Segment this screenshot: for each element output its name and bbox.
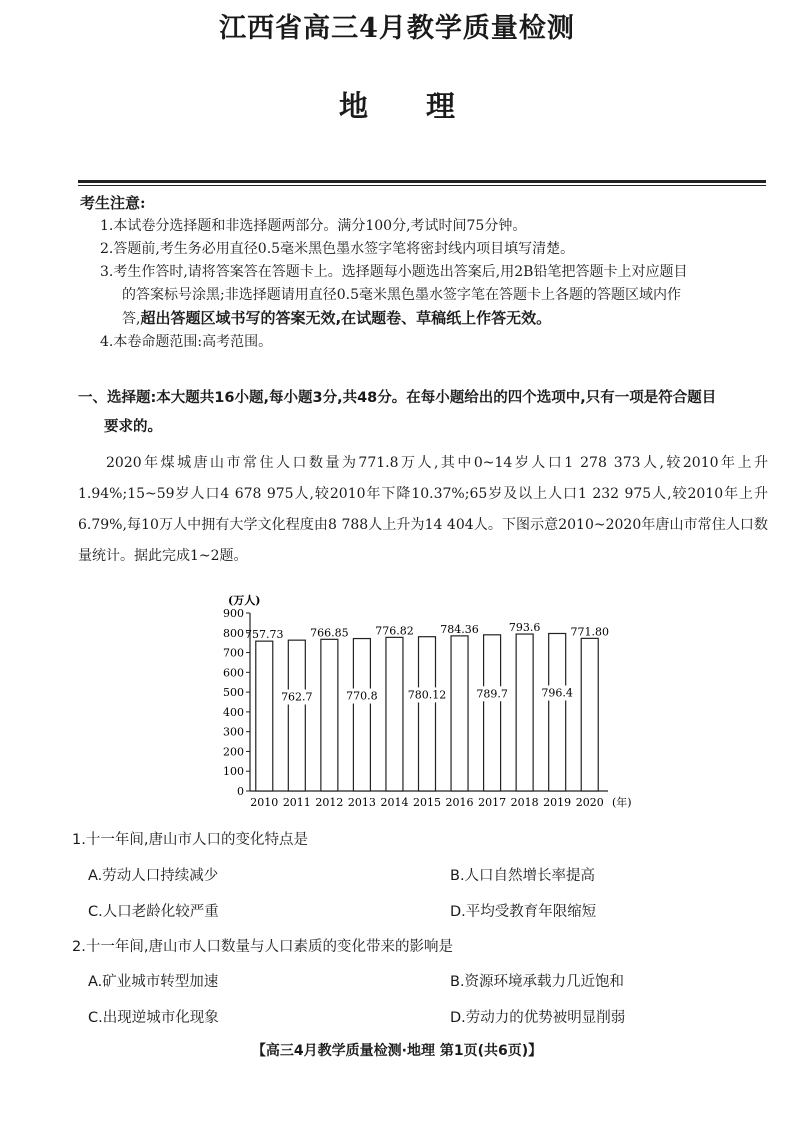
y-tick-label: 300 <box>223 725 244 739</box>
bar <box>516 634 533 791</box>
y-tick-label: 600 <box>223 666 244 680</box>
subject-title: 地理 <box>338 89 513 123</box>
exam-title: 江西省高三4月教学质量检测 <box>219 13 575 44</box>
notice-item: 1.本试卷分选择题和非选择题两部分。满分100分,考试时间75分钟。 <box>100 218 527 234</box>
question-stem: 2.十一年间,唐山市人口数量与人口素质的变化带来的影响是 <box>72 939 453 955</box>
x-tick-label: 2016 <box>445 796 474 809</box>
notice-heading: 考生注意: <box>80 194 146 212</box>
section-header <box>78 384 772 442</box>
x-tick-label: 2020 <box>575 796 604 809</box>
y-tick-label: 400 <box>223 705 244 719</box>
section-line: 一、选择题:本大题共16小题,每小题3分,共48分。在每小题给出的四个选项中,只有一项是符合题目 <box>78 390 717 406</box>
y-tick-label: 700 <box>223 646 244 660</box>
page-footer: 【高三4月教学质量检测·地理 第1页(共6页)】 <box>251 1043 543 1059</box>
option-a[interactable]: A.矿业城市转型加速 <box>88 974 219 990</box>
bar <box>386 637 403 791</box>
question-passage: 2020年煤城唐山市常住人口数量为771.8万人,其中0~14岁人口1 278 373人,较2010年上升1.94%;15~59岁人口4 678 975人,较2010年下降10.37%;65岁及以上人口1 232 975人,较2010年上升6.79%,每10万人中拥有大学文化程度由8 788人上升为14 404人。下图示意2010~2020年唐山市常住人口数量统计。据此完成1~2题。 <box>78 455 768 564</box>
data-label: 766.85 <box>310 626 349 640</box>
bar <box>321 639 338 791</box>
x-tick-label: 2014 <box>380 796 409 809</box>
population-bar-chart <box>210 590 650 820</box>
notice-item: 答, <box>122 311 141 327</box>
data-label: 757.73 <box>245 628 284 642</box>
y-axis-label: (万人) <box>228 594 261 607</box>
x-tick-label: 2011 <box>282 796 311 809</box>
x-tick-label: 2017 <box>478 796 507 809</box>
bar <box>581 638 598 791</box>
y-tick-label: 900 <box>223 607 244 620</box>
y-tick-label: 800 <box>223 626 244 640</box>
y-tick-label: 200 <box>223 745 244 759</box>
bar <box>484 635 501 791</box>
bar <box>451 636 468 791</box>
notice-item: 的答案标号涂黑;非选择题请用直径0.5毫米黑色墨水签字笔在答题卡上各题的答题区域内作 <box>122 287 681 303</box>
notice-item: 2.答题前,考生务必用直径0.5毫米黑色墨水签字笔将密封线内项目填写清楚。 <box>100 241 575 257</box>
notice-item: 3.考生作答时,请将答案答在答题卡上。选择题每小题选出答案后,用2B铅笔把答题卡上对应题目 <box>100 264 688 280</box>
x-tick-label: 2013 <box>347 796 376 809</box>
notice-block <box>80 192 770 354</box>
section-line: 要求的。 <box>104 419 162 435</box>
x-tick-label: 2010 <box>250 796 279 809</box>
option-c[interactable]: C.人口老龄化较严重 <box>88 904 219 920</box>
x-tick-label: 2015 <box>413 796 441 809</box>
bar <box>549 633 566 791</box>
data-label: 784.36 <box>440 622 479 636</box>
question-stem: 1.十一年间,唐山市人口的变化特点是 <box>72 832 308 848</box>
y-tick-label: 100 <box>223 765 244 779</box>
divider-thick <box>78 180 766 183</box>
bar <box>353 639 370 791</box>
option-b[interactable]: B.人口自然增长率提高 <box>450 868 596 884</box>
data-label: 780.12 <box>407 688 447 702</box>
notice-emphasis: 超出答题区域书写的答案无效,在试题卷、草稿纸上作答无效。 <box>140 309 552 327</box>
bar <box>256 641 273 791</box>
divider-thin <box>78 185 766 186</box>
data-label: 771.80 <box>570 625 609 639</box>
y-tick-label: 0 <box>237 785 244 798</box>
data-label: 789.7 <box>476 687 508 701</box>
x-tick-label: 2019 <box>543 796 572 809</box>
option-c[interactable]: C.出现逆城市化现象 <box>88 1010 219 1026</box>
notice-item-emphasis <box>80 307 770 331</box>
x-tick-label: 2012 <box>315 796 344 809</box>
option-d[interactable]: D.平均受教育年限缩短 <box>450 904 597 920</box>
option-b[interactable]: B.资源环境承载力几近饱和 <box>450 974 625 990</box>
option-d[interactable]: D.劳动力的优势被明显削弱 <box>450 1010 626 1026</box>
data-label: 793.6 <box>508 621 541 635</box>
y-tick-label: 500 <box>223 686 244 700</box>
option-a[interactable]: A.劳动人口持续减少 <box>88 868 219 884</box>
data-label: 796.4 <box>541 686 573 700</box>
data-label: 776.82 <box>375 624 414 638</box>
data-label: 770.8 <box>346 689 378 703</box>
x-axis-label: (年) <box>612 796 632 809</box>
notice-item: 4.本卷命题范围:高考范围。 <box>100 334 273 350</box>
data-label: 762.7 <box>281 690 313 704</box>
bar <box>288 640 305 791</box>
bar <box>419 637 436 791</box>
x-tick-label: 2018 <box>510 796 539 809</box>
